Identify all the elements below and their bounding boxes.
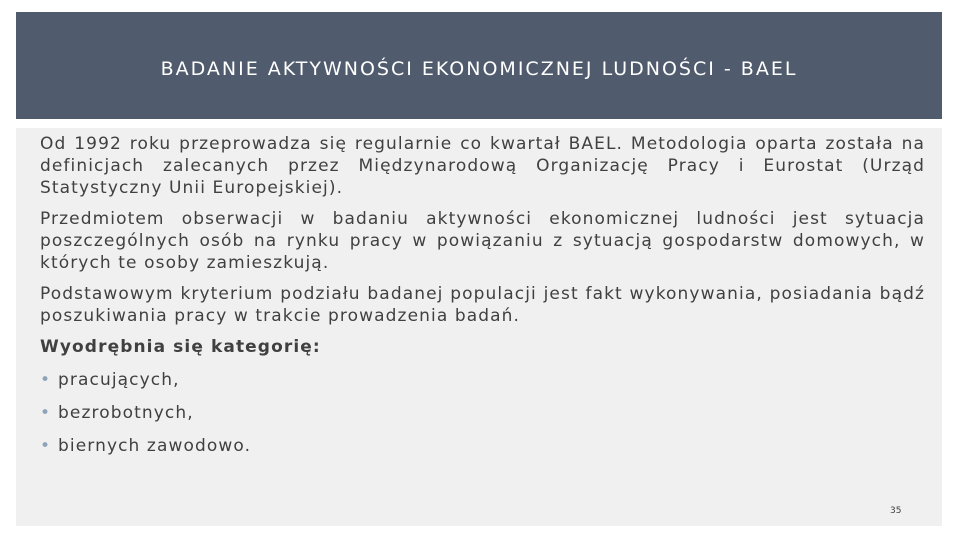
list-item-label: pracujących, xyxy=(58,370,180,390)
list-item-label: bezrobotnych, xyxy=(58,403,194,423)
paragraph-3: Podstawowym kryterium podziału badanej populacji jest fakt wykonywania, posiadania bądź poszukiwania pracy w trakcie prowadzenia badań. xyxy=(40,284,925,326)
body-text xyxy=(40,133,925,468)
bullet-icon: • xyxy=(40,370,52,390)
list-item-label: biernych zawodowo. xyxy=(58,436,252,456)
slide-title: BADANIE AKTYWNOŚCI EKONOMICZNEJ LUDNOŚCI - BAEL xyxy=(160,58,798,80)
category-list xyxy=(40,369,925,457)
paragraph-1: Od 1992 roku przeprowadza się regularnie co kwartał BAEL. Metodologia oparta została na definicjach zalecanych przez Międzynarodową Organizację Pracy i Eurostat (Urząd Statystyczny Unii Europejskiej). xyxy=(40,134,925,198)
bullet-icon: • xyxy=(40,403,52,423)
bullet-icon: • xyxy=(40,436,52,456)
list-item xyxy=(40,402,925,424)
list-item xyxy=(40,369,925,391)
title-bar xyxy=(16,12,942,119)
paragraph-2: Przedmiotem obserwacji w badaniu aktywności ekonomicznej ludności jest sytuacja poszczególnych osób na rynku pracy w powiązaniu z sytuacją gospodarstw domowych, w których te osoby zamieszkują. xyxy=(40,209,925,273)
category-heading: Wyodrębnia się kategorię: xyxy=(40,337,321,357)
content-panel xyxy=(16,128,942,526)
list-item xyxy=(40,435,925,457)
page-number: 35 xyxy=(890,506,902,516)
